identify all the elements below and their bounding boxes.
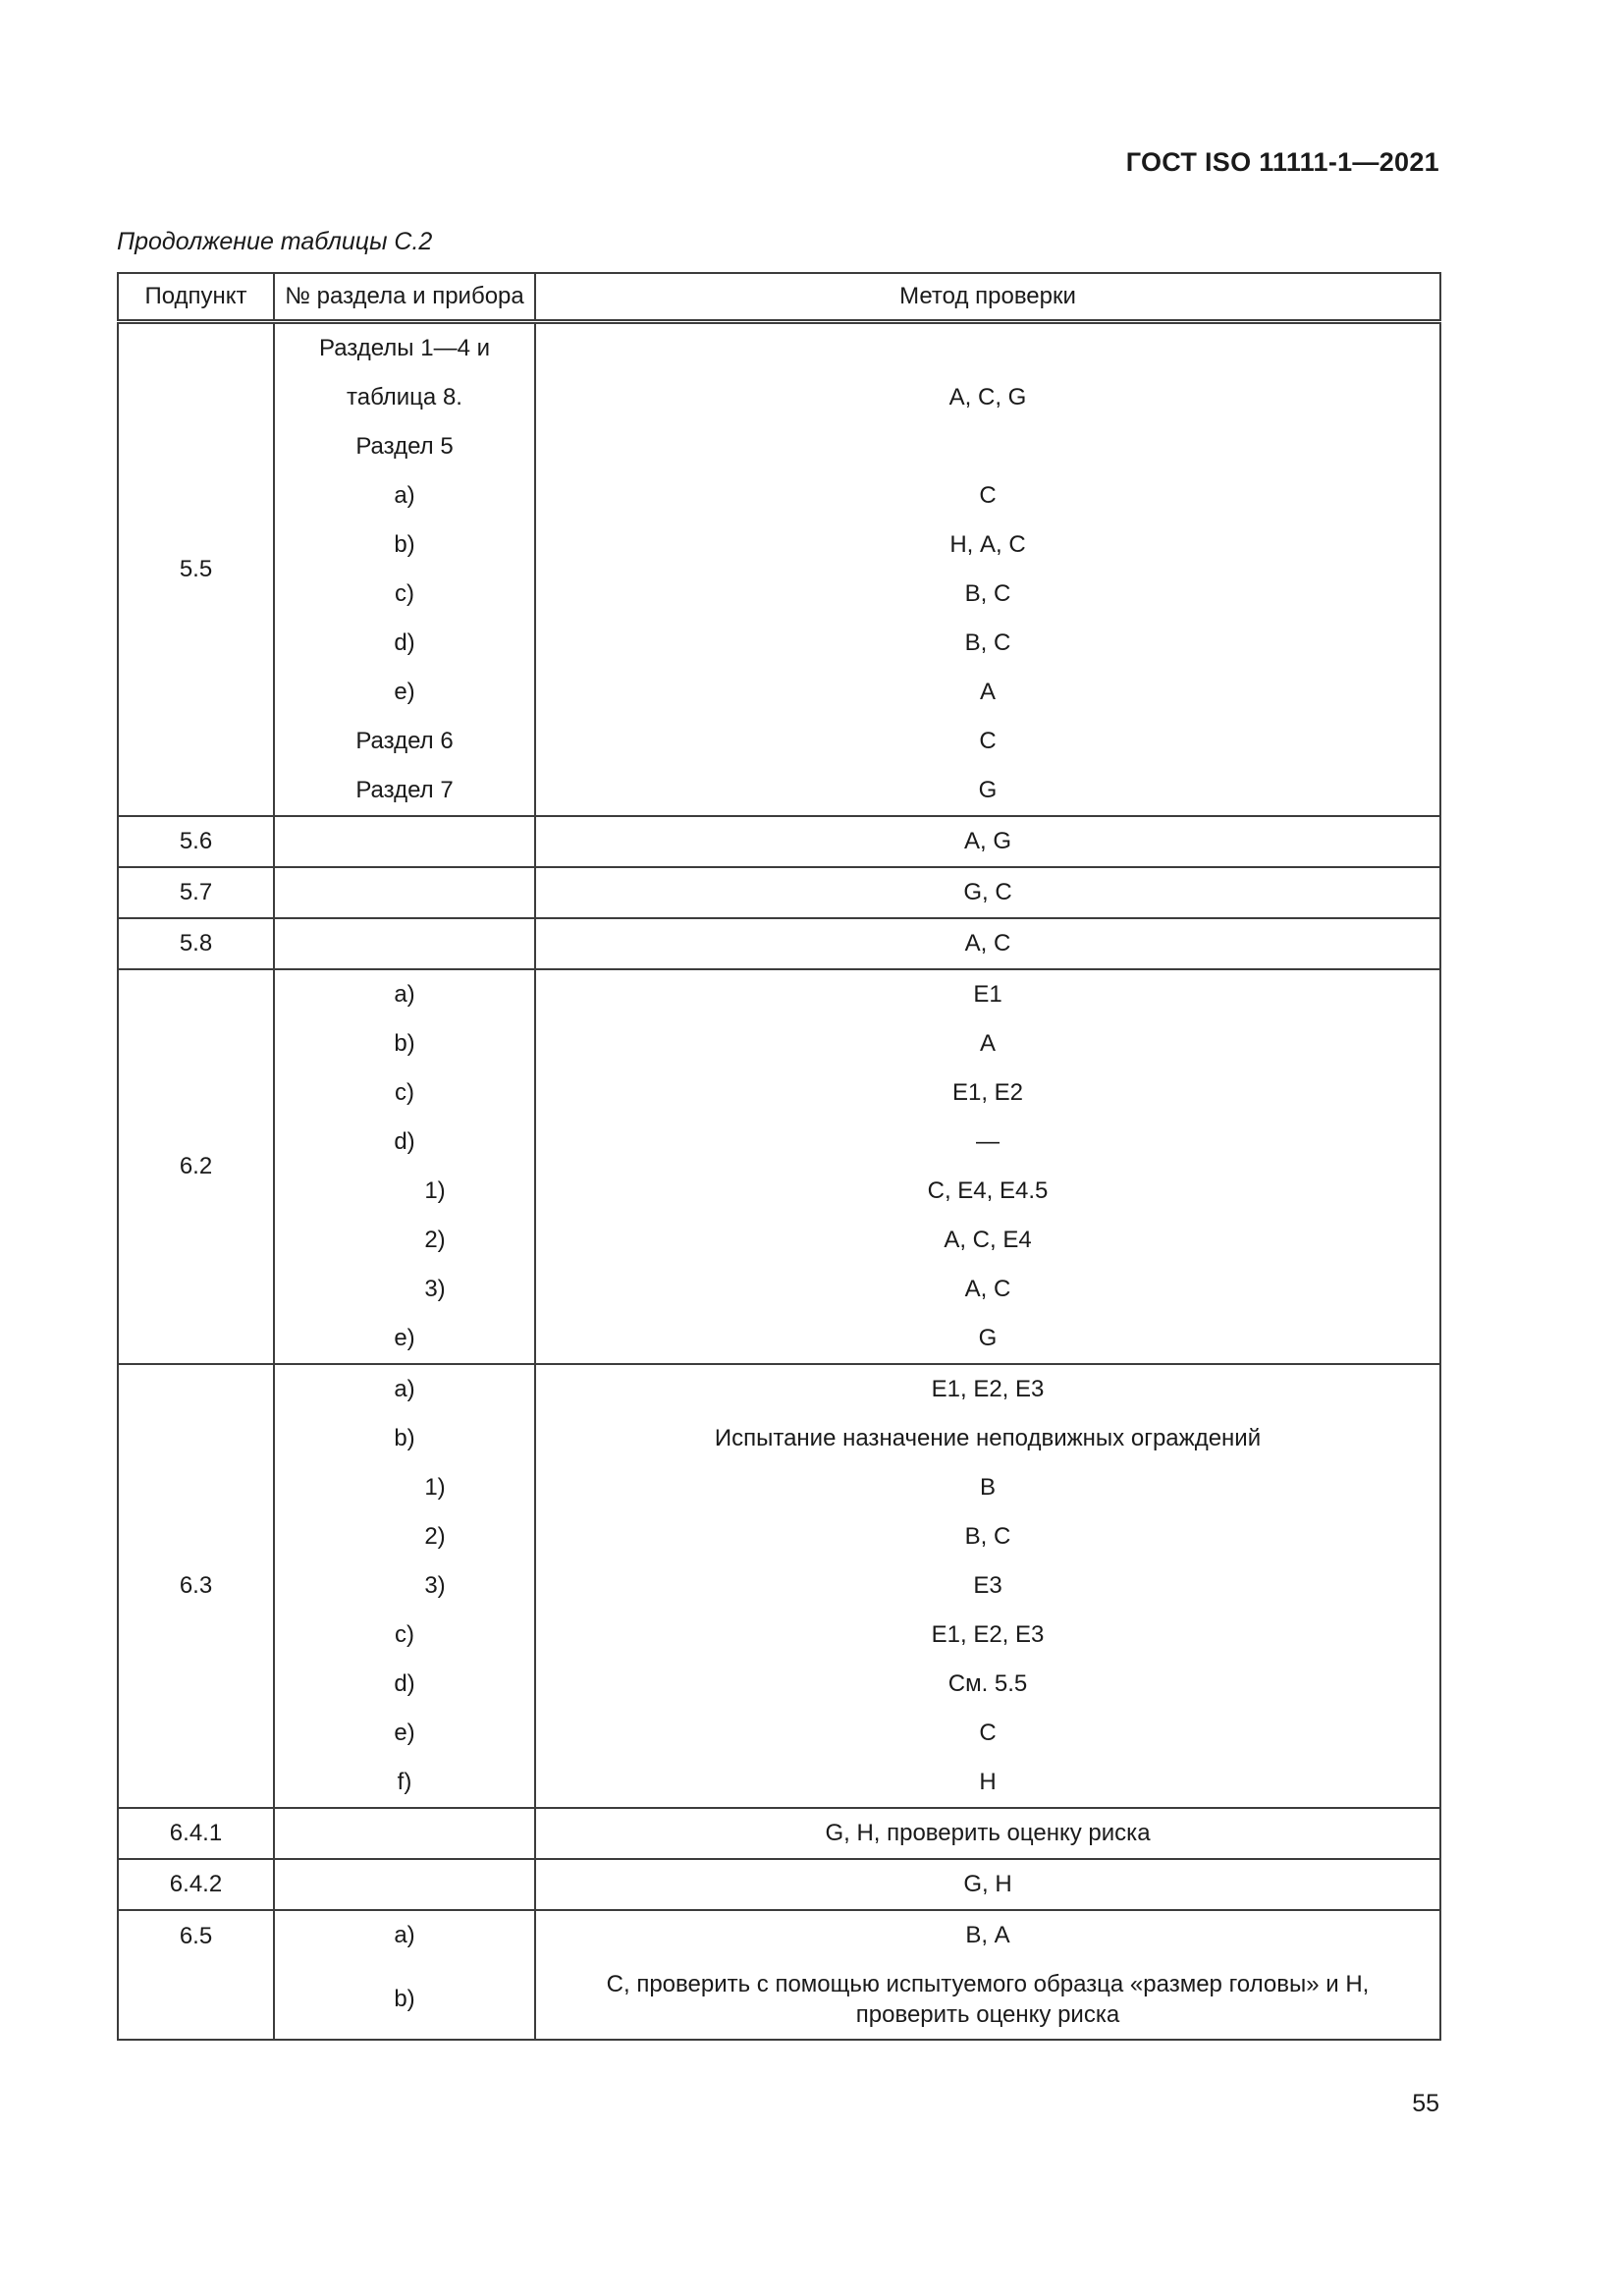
method-entry: Е3 [973,1572,1002,1599]
method-entry: Испытание назначение неподвижных ограждений [714,1425,1262,1451]
section-entry: a) [394,1922,415,1948]
method-cell [535,1859,1440,1910]
subclause-cell: 5.5 [118,322,274,817]
method-entry: А [979,679,996,705]
method-cell [535,816,1440,867]
section-cell [274,867,535,918]
section-entry [275,868,534,917]
section-entry: a) [394,981,415,1008]
section-entry: Раздел 7 [355,777,454,803]
method-entry: G, С [963,879,1012,905]
method-entry: А, G [963,828,1011,854]
section-entry: a) [394,482,415,509]
method-entry: С [979,1720,997,1746]
section-entry: c) [395,1621,414,1648]
method-entry [536,422,1439,471]
subclause-cell: 6.4.1 [118,1808,274,1859]
section-entry [275,1860,534,1909]
section-entry: 3) [424,1276,446,1302]
subclause-cell: 6.3 [118,1364,274,1808]
method-cell [535,918,1440,969]
section-entry: f) [397,1769,412,1795]
section-cell [274,1859,535,1910]
section-entry: e) [394,1720,415,1746]
method-entry: В, С [964,580,1011,607]
verification-table [117,272,1441,2041]
method-entry: Н, А, С [949,531,1026,558]
section-cell [274,1910,535,2040]
subclause-cell: 6.2 [118,969,274,1364]
method-entry [536,324,1439,373]
section-entry [275,817,534,866]
section-entry: b) [394,1986,415,2012]
page-number: 55 [1412,2090,1439,2117]
method-entry: С [979,728,997,754]
section-cell [274,322,535,817]
method-entry: Е1, Е2, Е3 [931,1621,1045,1648]
method-entry: См. 5.5 [947,1670,1028,1697]
method-entry: С, Е4, Е4.5 [927,1177,1049,1204]
section-entry: b) [394,531,415,558]
section-entry: 2) [424,1227,446,1253]
table-caption: Продолжение таблицы С.2 [117,228,433,255]
subclause-cell: 5.6 [118,816,274,867]
method-entry: G [978,777,998,803]
subclause-cell: 6.5 [118,1910,274,2040]
method-entry: С, проверить с помощью испытуемого образца «размер головы» и Н, проверить оценку риска [606,1971,1370,2028]
section-entry: таблица 8. [347,384,462,410]
method-entry: В, С [964,629,1011,656]
method-entry: G [978,1325,998,1351]
section-cell [274,816,535,867]
column-header-method: Метод проверки [535,273,1440,322]
method-entry: G, Н, проверить оценку риска [825,1820,1151,1846]
column-header-section: № раздела и прибора [274,273,535,322]
method-entry: С [979,482,997,509]
table-row [118,1808,1440,1859]
section-entry: b) [394,1425,415,1451]
section-entry: e) [394,679,415,705]
section-entry: 1) [424,1474,446,1501]
table-row [118,322,1440,817]
section-cell [274,1808,535,1859]
section-entry [275,919,534,968]
method-entry: В [979,1474,996,1501]
method-cell [535,1910,1440,2040]
subclause-cell: 5.8 [118,918,274,969]
section-entry: a) [394,1376,415,1402]
section-entry: Разделы 1—4 и [318,335,490,361]
section-entry [275,1809,534,1858]
section-entry: 1) [424,1177,446,1204]
method-cell [535,322,1440,817]
method-entry: Е1, Е2 [951,1079,1024,1106]
section-entry: 2) [424,1523,446,1550]
method-entry: — [976,1128,1000,1155]
method-entry: А, С, Е4 [944,1227,1032,1253]
method-cell [535,1808,1440,1859]
table-header-row [118,273,1440,322]
section-entry: 3) [424,1572,446,1599]
method-entry: Е1 [973,981,1002,1008]
table-row [118,1859,1440,1910]
section-cell [274,969,535,1364]
table-body [118,273,1440,2040]
section-entry: c) [395,1079,414,1106]
method-entry: G, Н [963,1871,1012,1897]
section-entry: Раздел 6 [355,728,454,754]
table-row [118,1910,1440,2040]
table-row [118,816,1440,867]
method-cell [535,1364,1440,1808]
table-row [118,918,1440,969]
method-entry: А, С [964,1276,1011,1302]
subclause-cell: 5.7 [118,867,274,918]
document-id: ГОСТ ISO 11111-1—2021 [1125,147,1439,177]
method-entry: А, С, G [948,384,1027,410]
method-entry: Н [979,1769,997,1795]
method-cell [535,867,1440,918]
table-row [118,969,1440,1364]
subclause-cell: 6.4.2 [118,1859,274,1910]
method-entry: В, С [964,1523,1011,1550]
method-entry: Е1, Е2, Е3 [931,1376,1045,1402]
section-entry: e) [394,1325,415,1351]
table-row [118,1364,1440,1808]
section-cell [274,1364,535,1808]
section-entry: d) [394,1128,415,1155]
section-cell [274,918,535,969]
section-entry: d) [394,1670,415,1697]
table-row [118,867,1440,918]
section-entry: b) [394,1030,415,1057]
method-cell [535,969,1440,1364]
column-header-subclause: Подпункт [118,273,274,322]
method-entry: В, А [965,1922,1010,1948]
section-entry: c) [395,580,414,607]
section-entry: d) [394,629,415,656]
method-entry: А, С [964,930,1011,957]
method-entry: А [979,1030,996,1057]
section-entry: Раздел 5 [355,433,454,460]
